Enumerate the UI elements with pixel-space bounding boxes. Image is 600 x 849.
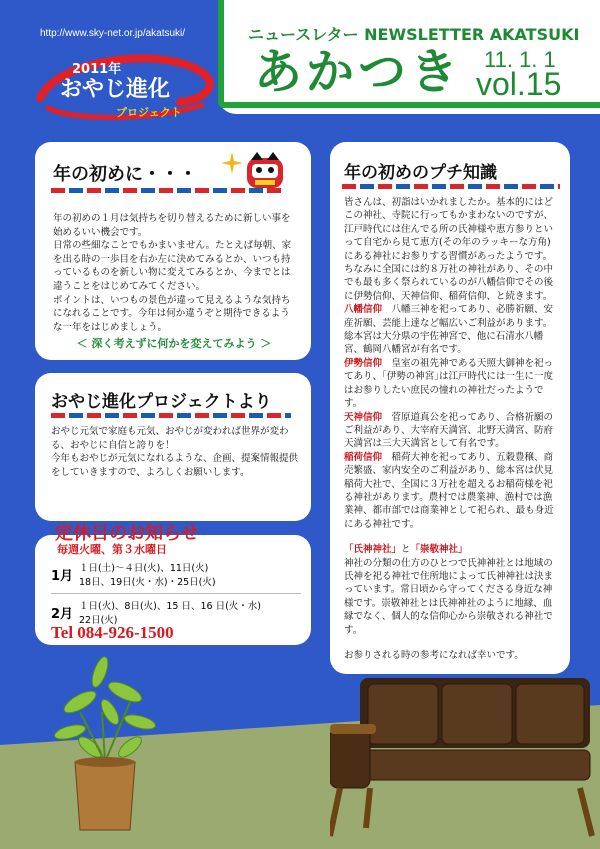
trivia-body — [344, 196, 558, 662]
site-url[interactable]: http://www.sky-net.or.jp/akatsuki/ — [40, 28, 186, 39]
heading-stripe — [51, 413, 291, 418]
project-card — [35, 373, 311, 521]
closing: お参りされる時の参考になれば幸いです。 — [344, 650, 524, 661]
holiday-card — [35, 523, 311, 645]
holiday-heading: 定休日のお知らせ — [55, 523, 199, 544]
paragraph: 神社の分類の仕方のひとつで氏神神社とは地域の氏神を祀る神社で住所地によって氏神神社は決まっています。常日頃から守ってくださる身近な神様です。崇敬神社とは氏神神社のように地縁、血縁でなく、個人的な信仰心から崇敬される神社です。 — [344, 557, 554, 636]
logo-main: おやじ進化 — [60, 77, 171, 102]
faith-item — [344, 451, 558, 531]
phone-number[interactable]: Tel 084-926-1500 — [51, 623, 174, 642]
paragraph: 今年もおやじが元気になれるような、企画、提案情報提供をしていきますので、よろしくお願いします。 — [51, 453, 299, 478]
faith-name: 天神信仰 — [344, 411, 383, 423]
shrine-heading — [344, 543, 558, 556]
faith-item — [344, 303, 558, 357]
faith-text: 皇室の祖先神である天照大御神を祀ってあり、｢伊勢の神宮｣は江戸時代には一生に一度はお参りしたい庶民の憧れの神社だったようです。 — [344, 357, 554, 410]
month-dates-1: １日(火)、8日(火)、15 日、16 日(火・水) — [79, 601, 261, 612]
faith-name: 稲荷信仰 — [344, 451, 383, 463]
new-year-card — [35, 142, 311, 360]
newsletter-label: ニュースレター NEWSLETTER AKATSUKI — [248, 25, 580, 44]
shrine-title-and: と — [401, 544, 411, 556]
new-year-heading: 年の初めに・・・ — [53, 164, 197, 185]
potted-plant-illustration — [40, 652, 180, 832]
trivia-heading: 年の初めのプチ知識 — [344, 163, 497, 183]
trivia-card — [330, 142, 570, 674]
shishimai-icon — [243, 152, 287, 192]
paragraph: ポイントは、いつもの景色が違って見えるような気持ちになれることです。今年は何か違うぞと期待できるような一年をはじめましょう。 — [53, 294, 291, 333]
paragraph: 年の初めの１月は気持ちを切り替えるために新しい事を始めるいい機会です。 — [53, 213, 291, 238]
title-panel — [218, 0, 600, 114]
month-label: 1月 — [51, 569, 74, 584]
project-body — [51, 425, 299, 479]
logo-sub: プロジェクト — [116, 106, 182, 119]
newsletter-title: あかつき — [254, 44, 463, 100]
paragraph: 日常の些細なことでもかまいません。たとえば毎朝、家を出る時の一歩目を右か左に決めてみるとか、いつも持っているものを新しい物に変えてみるとか、今までとは違うことをはじめてみてください。 — [53, 240, 292, 292]
paragraph: おやじ元気で家庭も元気、おやじが変われば世界が変わる、おやじに自信と誇りを！ — [51, 426, 289, 451]
heading-stripe — [342, 184, 560, 189]
slogan: ＜ 深く考えずに何かを変えてみよう ＞ — [76, 337, 272, 351]
faith-item — [344, 411, 558, 451]
new-year-body — [53, 212, 295, 351]
month-label: 2月 — [51, 607, 74, 622]
holiday-subheading: 毎週火曜、第３水曜日 — [57, 543, 167, 556]
issue-volume: vol.15 — [476, 66, 562, 102]
heading-stripe — [51, 188, 281, 193]
faith-item — [344, 357, 558, 411]
shrine-title-b: 「崇敬神社」 — [410, 544, 468, 556]
faith-name: 伊勢信仰 — [344, 357, 383, 369]
paragraph: ちなみに全国には約８万社の神社があり、その中でも最も多く祭られているのが八幡信仰でその後に伊勢信仰、天神信仰、稲荷信仰、と続きます。 — [344, 264, 554, 302]
month-dates-2: 22日(火) — [79, 615, 118, 626]
faith-text: 稲荷大神を祀ってあり、五穀豊穣、商売繁盛、家内安全のご利益があり、総本宮は伏見稲荷大社で、全国に３万社を超えるお稲荷様を祀る神社があります。農村では農業神、漁村では漁業神、都市部では商業神として祀られ、最も身近にある神社です。 — [344, 451, 554, 530]
title-panel-border — [218, 0, 224, 108]
project-logo — [30, 50, 220, 135]
month-dates-2: 18日、19日(火・水)・25日(火) — [79, 577, 216, 588]
faith-text: 菅原道真公を祀ってあり、合格祈願のご利益があり、大宰府天満宮、北野天満宮、防府天満宮は三大天満宮として有名です。 — [344, 411, 554, 450]
logo-year: 2011年 — [72, 62, 122, 77]
sofa-illustration — [330, 668, 600, 838]
month-dates-1: １日(土)～４日(火)、11日(火) — [79, 563, 209, 574]
issue-date: 11. 1. 1 — [484, 47, 556, 72]
month-row-jan — [51, 559, 301, 594]
shrine-title-a: 「氏神神社」 — [344, 544, 402, 556]
faith-text: 八幡三神を祀ってあり、必勝祈願、安産祈願、芸能上達など幅広いご利益があります。総本宮は大分県の宇佐神宮で、他に石清水八幡宮、鶴岡八幡宮が有名です。 — [344, 304, 554, 356]
paragraph: 皆さんは、初詣はいかれましたか。基本的にはどこの神社、寺院に行ってもかまわないのですが、江戸時代には住んでる所の氏神様や恵方参りといって自宅から見て恵方(その年のラッキーな方角)にある神社にお参りする習慣があったようです。 — [344, 197, 554, 262]
sparkle-icon — [221, 152, 243, 174]
faith-name: 八幡信仰 — [344, 304, 383, 316]
project-heading: おやじ進化プロジェクトより — [51, 392, 272, 412]
